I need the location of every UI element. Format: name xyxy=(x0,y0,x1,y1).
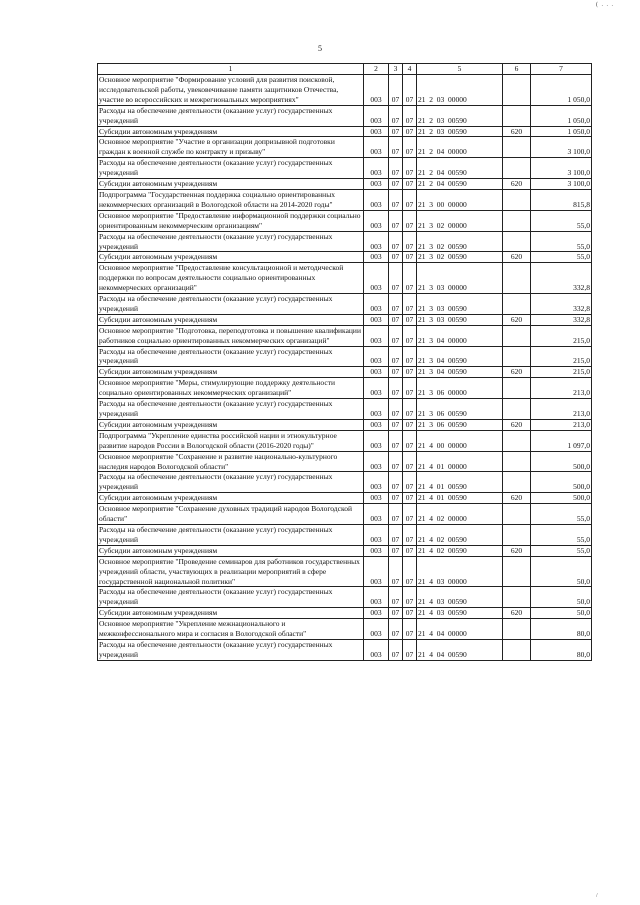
amount: 3 100,0 xyxy=(531,137,592,158)
amount: 215,0 xyxy=(531,367,592,378)
section-code: 07 xyxy=(389,75,403,106)
expense-name: Субсидии автономным учреждениям xyxy=(98,252,364,263)
section-code: 07 xyxy=(389,325,403,346)
subsection-code: 07 xyxy=(403,314,417,325)
table-row xyxy=(98,587,592,608)
expense-type-code xyxy=(503,587,531,608)
subsection-code: 07 xyxy=(403,294,417,315)
section-code: 07 xyxy=(389,367,403,378)
table-row xyxy=(98,608,592,619)
expense-name: Основное мероприятие "Подготовка, переподготовка и повышение квалификации работников социально ориентированных некоммерческих организаций" xyxy=(98,325,364,346)
amount: 3 100,0 xyxy=(531,158,592,179)
expense-type-code xyxy=(503,158,531,179)
table-row xyxy=(98,189,592,210)
target-article-code: 21 3 04 00000 xyxy=(417,325,503,346)
expense-name: Расходы на обеспечение деятельности (оказание услуг) государственных учреждений xyxy=(98,158,364,179)
grbs-code: 003 xyxy=(364,639,389,660)
subsection-code: 07 xyxy=(403,472,417,493)
section-code: 07 xyxy=(389,346,403,367)
expense-name: Субсидии автономным учреждениям xyxy=(98,126,364,137)
grbs-code: 003 xyxy=(364,189,389,210)
expense-type-code xyxy=(503,137,531,158)
target-article-code: 21 2 03 00000 xyxy=(417,75,503,106)
target-article-code: 21 3 03 00000 xyxy=(417,263,503,294)
table-row xyxy=(98,210,592,231)
header-cell: 6 xyxy=(503,64,531,75)
expense-name: Расходы на обеспечение деятельности (оказание услуг) государственных учреждений xyxy=(98,346,364,367)
target-article-code: 21 2 04 00590 xyxy=(417,179,503,190)
grbs-code: 003 xyxy=(364,158,389,179)
subsection-code: 07 xyxy=(403,556,417,587)
expense-type-code xyxy=(503,556,531,587)
amount: 332,8 xyxy=(531,314,592,325)
subsection-code: 07 xyxy=(403,367,417,378)
table-row xyxy=(98,545,592,556)
grbs-code: 003 xyxy=(364,430,389,451)
expense-name: Расходы на обеспечение деятельности (оказание услуг) государственных учреждений xyxy=(98,294,364,315)
amount: 213,0 xyxy=(531,378,592,399)
section-code: 07 xyxy=(389,430,403,451)
amount: 1 097,0 xyxy=(531,430,592,451)
table-row xyxy=(98,378,592,399)
expense-type-code xyxy=(503,524,531,545)
target-article-code: 21 4 02 00590 xyxy=(417,545,503,556)
header-row xyxy=(98,64,592,75)
section-code: 07 xyxy=(389,472,403,493)
table-row xyxy=(98,346,592,367)
section-code: 07 xyxy=(389,399,403,420)
amount: 50,0 xyxy=(531,608,592,619)
subsection-code: 07 xyxy=(403,399,417,420)
amount: 332,8 xyxy=(531,294,592,315)
table-row xyxy=(98,158,592,179)
target-article-code: 21 4 00 00000 xyxy=(417,430,503,451)
target-article-code: 21 3 02 00000 xyxy=(417,210,503,231)
amount: 213,0 xyxy=(531,419,592,430)
grbs-code: 003 xyxy=(364,231,389,252)
target-article-code: 21 3 04 00590 xyxy=(417,346,503,367)
expense-type-code xyxy=(503,325,531,346)
grbs-code: 003 xyxy=(364,504,389,525)
expense-name: Субсидии автономным учреждениям xyxy=(98,493,364,504)
target-article-code: 21 2 04 00000 xyxy=(417,137,503,158)
table-row xyxy=(98,294,592,315)
target-article-code: 21 4 01 00000 xyxy=(417,451,503,472)
grbs-code: 003 xyxy=(364,587,389,608)
expense-name: Расходы на обеспечение деятельности (оказание услуг) государственных учреждений xyxy=(98,105,364,126)
table-row xyxy=(98,419,592,430)
expense-type-code xyxy=(503,378,531,399)
subsection-code: 07 xyxy=(403,105,417,126)
amount: 80,0 xyxy=(531,619,592,640)
subsection-code: 07 xyxy=(403,346,417,367)
subsection-code: 07 xyxy=(403,137,417,158)
amount: 500,0 xyxy=(531,493,592,504)
expense-name: Субсидии автономным учреждениям xyxy=(98,314,364,325)
grbs-code: 003 xyxy=(364,472,389,493)
amount: 50,0 xyxy=(531,587,592,608)
subsection-code: 07 xyxy=(403,587,417,608)
subsection-code: 07 xyxy=(403,493,417,504)
expense-type-code xyxy=(503,504,531,525)
table-row xyxy=(98,493,592,504)
table-body xyxy=(98,75,592,661)
target-article-code: 21 2 04 00590 xyxy=(417,158,503,179)
table-row xyxy=(98,430,592,451)
target-article-code: 21 3 02 00590 xyxy=(417,231,503,252)
budget-table xyxy=(97,63,592,661)
grbs-code: 003 xyxy=(364,346,389,367)
target-article-code: 21 3 03 00590 xyxy=(417,294,503,315)
corner-mark: ( . . . xyxy=(596,2,614,8)
target-article-code: 21 4 03 00590 xyxy=(417,608,503,619)
table-row xyxy=(98,524,592,545)
subsection-code: 07 xyxy=(403,189,417,210)
grbs-code: 003 xyxy=(364,451,389,472)
grbs-code: 003 xyxy=(364,314,389,325)
amount: 55,0 xyxy=(531,504,592,525)
expense-type-code xyxy=(503,346,531,367)
section-code: 07 xyxy=(389,545,403,556)
amount: 80,0 xyxy=(531,639,592,660)
amount: 815,8 xyxy=(531,189,592,210)
expense-name: Субсидии автономным учреждениям xyxy=(98,367,364,378)
subsection-code: 07 xyxy=(403,179,417,190)
section-code: 07 xyxy=(389,419,403,430)
subsection-code: 07 xyxy=(403,252,417,263)
amount: 50,0 xyxy=(531,556,592,587)
table-row xyxy=(98,126,592,137)
table-row xyxy=(98,314,592,325)
target-article-code: 21 2 03 00590 xyxy=(417,126,503,137)
expense-type-code xyxy=(503,619,531,640)
grbs-code: 003 xyxy=(364,619,389,640)
table-row xyxy=(98,504,592,525)
header-cell: 7 xyxy=(531,64,592,75)
subsection-code: 07 xyxy=(403,210,417,231)
subsection-code: 07 xyxy=(403,126,417,137)
target-article-code: 21 4 02 00000 xyxy=(417,504,503,525)
expense-name: Основное мероприятие "Предоставление консультационной и методической поддержки по вопросам деятельности социально ориентированных некоммерческих организаций" xyxy=(98,263,364,294)
grbs-code: 003 xyxy=(364,325,389,346)
target-article-code: 21 3 00 00000 xyxy=(417,189,503,210)
grbs-code: 003 xyxy=(364,378,389,399)
expense-type-code: 620 xyxy=(503,179,531,190)
expense-name: Основное мероприятие "Формирование условий для развития поисковой, исследовательской работы, увековечивание памяти защитников Отечества, участие во всероссийских и межрегиональных мероприятиях" xyxy=(98,75,364,106)
target-article-code: 21 3 06 00000 xyxy=(417,378,503,399)
table-row xyxy=(98,472,592,493)
expense-name: Субсидии автономным учреждениям xyxy=(98,608,364,619)
subsection-code: 07 xyxy=(403,378,417,399)
amount: 55,0 xyxy=(531,524,592,545)
section-code: 07 xyxy=(389,451,403,472)
expense-name: Расходы на обеспечение деятельности (оказание услуг) государственных учреждений xyxy=(98,524,364,545)
table-row xyxy=(98,263,592,294)
amount: 55,0 xyxy=(531,231,592,252)
target-article-code: 21 4 04 00000 xyxy=(417,619,503,640)
expense-name: Расходы на обеспечение деятельности (оказание услуг) государственных учреждений xyxy=(98,399,364,420)
expense-name: Основное мероприятие "Сохранение и развитие национально-культурного наследия народов Вологодской области" xyxy=(98,451,364,472)
section-code: 07 xyxy=(389,587,403,608)
table-row xyxy=(98,75,592,106)
grbs-code: 003 xyxy=(364,75,389,106)
grbs-code: 003 xyxy=(364,493,389,504)
grbs-code: 003 xyxy=(364,608,389,619)
target-article-code: 21 4 01 00590 xyxy=(417,493,503,504)
section-code: 07 xyxy=(389,608,403,619)
expense-type-code xyxy=(503,430,531,451)
expense-type-code xyxy=(503,472,531,493)
grbs-code: 003 xyxy=(364,126,389,137)
section-code: 07 xyxy=(389,524,403,545)
expense-type-code: 620 xyxy=(503,314,531,325)
header-cell: 2 xyxy=(364,64,389,75)
expense-type-code: 620 xyxy=(503,545,531,556)
section-code: 07 xyxy=(389,378,403,399)
expense-type-code xyxy=(503,639,531,660)
expense-type-code xyxy=(503,105,531,126)
section-code: 07 xyxy=(389,126,403,137)
section-code: 07 xyxy=(389,504,403,525)
expense-type-code xyxy=(503,399,531,420)
table-row xyxy=(98,367,592,378)
grbs-code: 003 xyxy=(364,263,389,294)
expense-name: Расходы на обеспечение деятельности (оказание услуг) государственных учреждений xyxy=(98,587,364,608)
target-article-code: 21 4 03 00000 xyxy=(417,556,503,587)
grbs-code: 003 xyxy=(364,252,389,263)
subsection-code: 07 xyxy=(403,75,417,106)
subsection-code: 07 xyxy=(403,231,417,252)
expense-name: Основное мероприятие "Укрепление межнационального и межконфессионального мира и согласия в Вологодской области" xyxy=(98,619,364,640)
section-code: 07 xyxy=(389,231,403,252)
grbs-code: 003 xyxy=(364,419,389,430)
section-code: 07 xyxy=(389,639,403,660)
header-cell: 1 xyxy=(98,64,364,75)
subsection-code: 07 xyxy=(403,504,417,525)
grbs-code: 003 xyxy=(364,545,389,556)
target-article-code: 21 2 03 00590 xyxy=(417,105,503,126)
expense-type-code: 620 xyxy=(503,419,531,430)
header-cell: 4 xyxy=(403,64,417,75)
target-article-code: 21 3 03 00590 xyxy=(417,314,503,325)
subsection-code: 07 xyxy=(403,430,417,451)
subsection-code: 07 xyxy=(403,524,417,545)
amount: 55,0 xyxy=(531,252,592,263)
subsection-code: 07 xyxy=(403,419,417,430)
table-row xyxy=(98,399,592,420)
expense-type-code xyxy=(503,75,531,106)
expense-type-code xyxy=(503,231,531,252)
target-article-code: 21 3 04 00590 xyxy=(417,367,503,378)
table-row xyxy=(98,325,592,346)
table-row xyxy=(98,137,592,158)
grbs-code: 003 xyxy=(364,367,389,378)
table-row xyxy=(98,639,592,660)
expense-name: Расходы на обеспечение деятельности (оказание услуг) государственных учреждений xyxy=(98,472,364,493)
expense-name: Подпрограмма "Укрепление единства российской нации и этнокультурное развитие народов России в Вологодской области (2016-2020 годы)" xyxy=(98,430,364,451)
section-code: 07 xyxy=(389,105,403,126)
section-code: 07 xyxy=(389,137,403,158)
expense-name: Расходы на обеспечение деятельности (оказание услуг) государственных учреждений xyxy=(98,639,364,660)
subsection-code: 07 xyxy=(403,451,417,472)
expense-name: Расходы на обеспечение деятельности (оказание услуг) государственных учреждений xyxy=(98,231,364,252)
subsection-code: 07 xyxy=(403,158,417,179)
expense-name: Основное мероприятие "Участие в организации допризывной подготовки граждан к военной службе по контракту и призыву" xyxy=(98,137,364,158)
expense-type-code xyxy=(503,210,531,231)
target-article-code: 21 4 04 00590 xyxy=(417,639,503,660)
section-code: 07 xyxy=(389,210,403,231)
amount: 215,0 xyxy=(531,346,592,367)
grbs-code: 003 xyxy=(364,524,389,545)
expense-type-code xyxy=(503,189,531,210)
amount: 215,0 xyxy=(531,325,592,346)
expense-name: Субсидии автономным учреждениям xyxy=(98,545,364,556)
target-article-code: 21 3 06 00590 xyxy=(417,399,503,420)
expense-type-code: 620 xyxy=(503,252,531,263)
subsection-code: 07 xyxy=(403,325,417,346)
expense-type-code: 620 xyxy=(503,493,531,504)
amount: 3 100,0 xyxy=(531,179,592,190)
table-row xyxy=(98,105,592,126)
amount: 1 050,0 xyxy=(531,105,592,126)
expense-name: Основное мероприятие "Проведение семинаров для работников государственных учреждений области, участвующих в реализации мероприятий в сфере государственной национальной политики" xyxy=(98,556,364,587)
expense-name: Основное мероприятие "Предоставление информационной поддержки социально ориентированным некоммерческим организациям" xyxy=(98,210,364,231)
page-number: 5 xyxy=(318,44,322,53)
header-cell: 5 xyxy=(417,64,503,75)
grbs-code: 003 xyxy=(364,556,389,587)
amount: 500,0 xyxy=(531,472,592,493)
section-code: 07 xyxy=(389,158,403,179)
amount: 1 050,0 xyxy=(531,126,592,137)
expense-type-code xyxy=(503,263,531,294)
grbs-code: 003 xyxy=(364,399,389,420)
expense-type-code: 620 xyxy=(503,126,531,137)
amount: 55,0 xyxy=(531,545,592,556)
section-code: 07 xyxy=(389,294,403,315)
table-row xyxy=(98,179,592,190)
section-code: 07 xyxy=(389,314,403,325)
grbs-code: 003 xyxy=(364,210,389,231)
subsection-code: 07 xyxy=(403,263,417,294)
subsection-code: 07 xyxy=(403,608,417,619)
table-row xyxy=(98,556,592,587)
section-code: 07 xyxy=(389,189,403,210)
table-row xyxy=(98,252,592,263)
header-cell: 3 xyxy=(389,64,403,75)
section-code: 07 xyxy=(389,493,403,504)
section-code: 07 xyxy=(389,252,403,263)
grbs-code: 003 xyxy=(364,137,389,158)
bottom-mark: / xyxy=(596,893,598,899)
table-row xyxy=(98,451,592,472)
section-code: 07 xyxy=(389,556,403,587)
grbs-code: 003 xyxy=(364,294,389,315)
expense-type-code xyxy=(503,451,531,472)
expense-type-code: 620 xyxy=(503,367,531,378)
amount: 1 050,0 xyxy=(531,75,592,106)
expense-name: Субсидии автономным учреждениям xyxy=(98,419,364,430)
target-article-code: 21 4 02 00590 xyxy=(417,524,503,545)
expense-type-code xyxy=(503,294,531,315)
target-article-code: 21 4 01 00590 xyxy=(417,472,503,493)
table-row xyxy=(98,231,592,252)
amount: 213,0 xyxy=(531,399,592,420)
amount: 332,8 xyxy=(531,263,592,294)
grbs-code: 003 xyxy=(364,179,389,190)
target-article-code: 21 4 03 00590 xyxy=(417,587,503,608)
subsection-code: 07 xyxy=(403,639,417,660)
expense-name: Подпрограмма "Государственная поддержка социально ориентированных некоммерческих организаций в Вологодской области на 2014-2020 годы" xyxy=(98,189,364,210)
section-code: 07 xyxy=(389,619,403,640)
table-row xyxy=(98,619,592,640)
expense-name: Основное мероприятие "Меры, стимулирующие поддержку деятельности социально ориентированных некоммерческих организаций" xyxy=(98,378,364,399)
target-article-code: 21 3 06 00590 xyxy=(417,419,503,430)
expense-name: Субсидии автономным учреждениям xyxy=(98,179,364,190)
section-code: 07 xyxy=(389,263,403,294)
grbs-code: 003 xyxy=(364,105,389,126)
expense-name: Основное мероприятие "Сохранение духовных традиций народов Вологодской области" xyxy=(98,504,364,525)
section-code: 07 xyxy=(389,179,403,190)
subsection-code: 07 xyxy=(403,545,417,556)
amount: 500,0 xyxy=(531,451,592,472)
subsection-code: 07 xyxy=(403,619,417,640)
amount: 55,0 xyxy=(531,210,592,231)
expense-type-code: 620 xyxy=(503,608,531,619)
target-article-code: 21 3 02 00590 xyxy=(417,252,503,263)
